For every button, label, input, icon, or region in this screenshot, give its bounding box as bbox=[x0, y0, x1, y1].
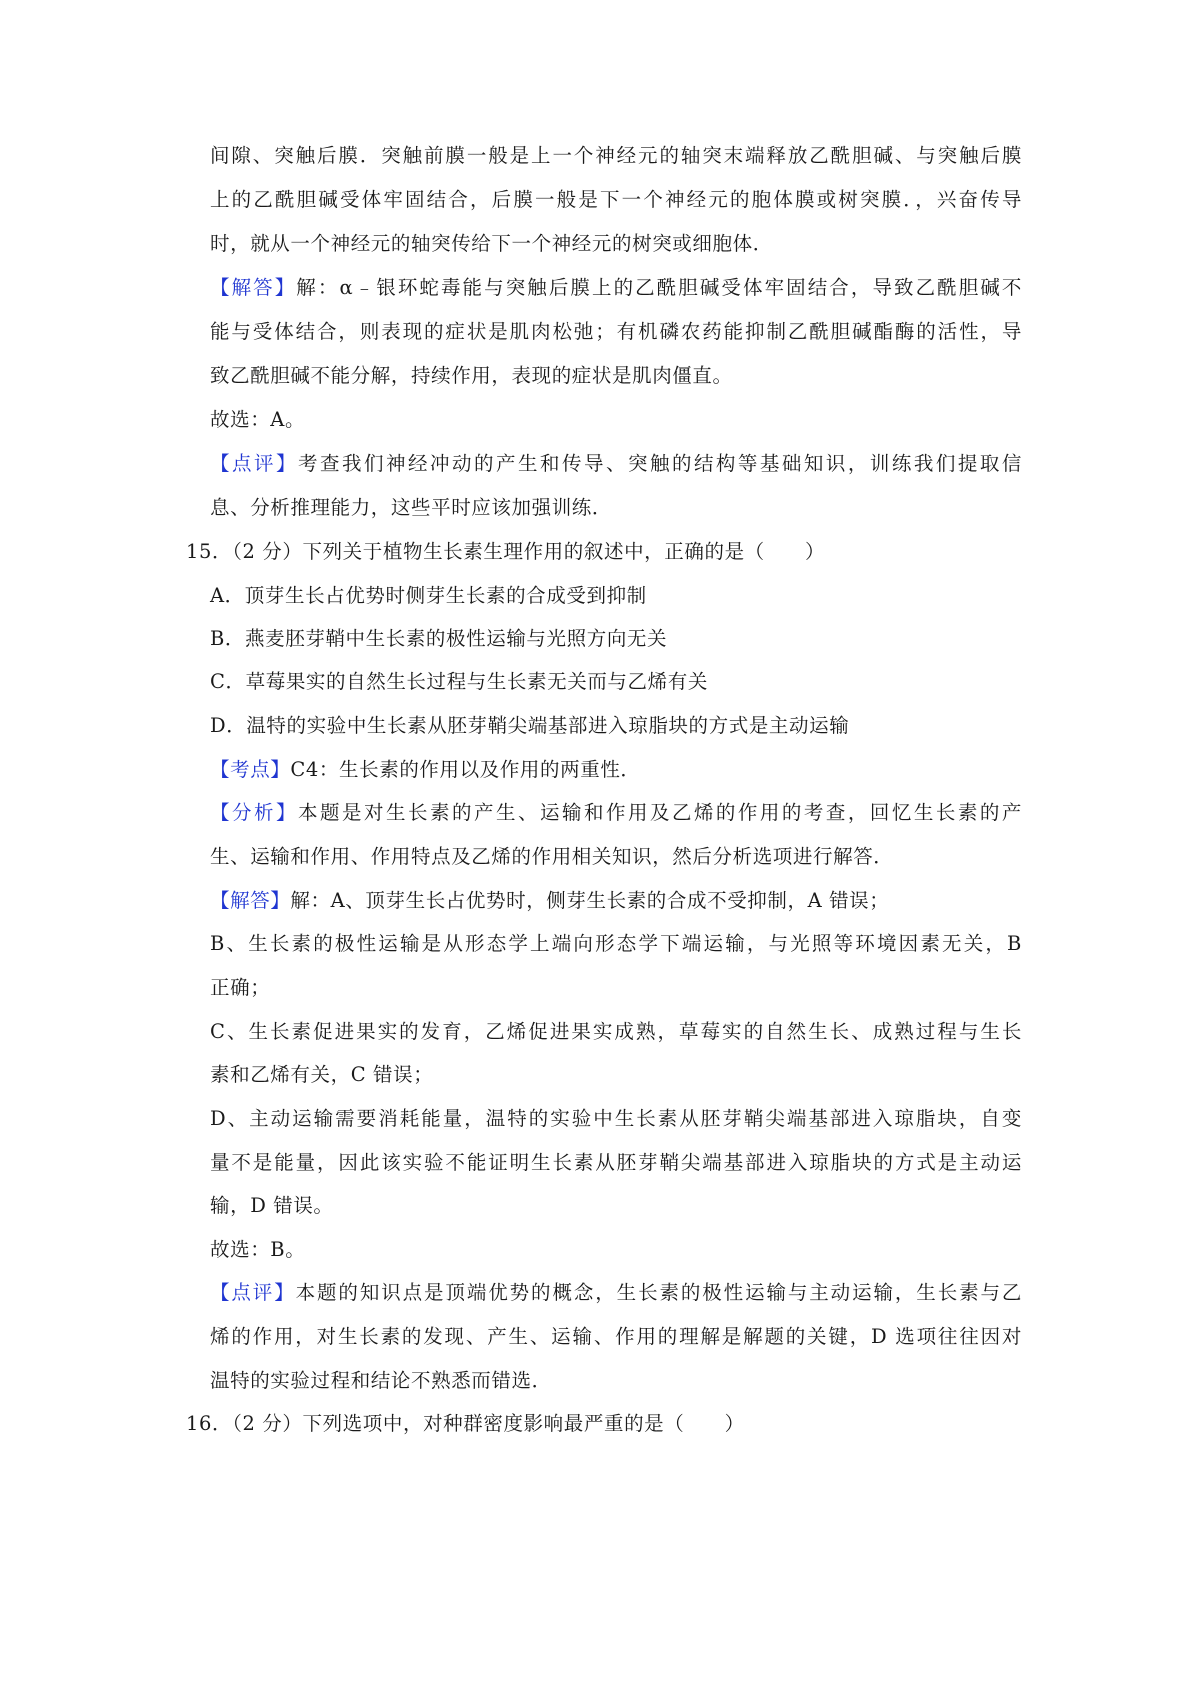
point-line bbox=[210, 756, 1022, 784]
comment-tag: 【点评】 bbox=[210, 1281, 296, 1304]
answer-line: B、生长素的极性运输是从形态学上端向形态学下端运输，与光照等环境因素无关，B bbox=[210, 932, 1022, 955]
option-d: D．温特的实验中生长素从胚芽鞘尖端基部进入琼脂块的方式是主动运输 bbox=[210, 714, 850, 737]
comment-line bbox=[210, 1279, 1022, 1307]
option-a: A．顶芽生长占优势时侧芽生长素的合成受到抑制 bbox=[210, 584, 647, 607]
answer-line bbox=[210, 274, 1022, 302]
point-tag: 【考点】 bbox=[210, 758, 291, 781]
answer-line: D、主动运输需要消耗能量，温特的实验中生长素从胚芽鞘尖端基部进入琼脂块，自变 bbox=[210, 1107, 1022, 1130]
answer-tag: 【解答】 bbox=[210, 276, 297, 299]
answer-line: 致乙酰胆碱不能分解，持续作用，表现的症状是肌肉僵直。 bbox=[210, 364, 733, 387]
answer-line: 输，D 错误。 bbox=[210, 1194, 334, 1217]
analysis-line bbox=[210, 799, 1022, 827]
analysis-text: 本题是对生长素的产生、运输和作用及乙烯的作用的考查，回忆生长素的产 bbox=[298, 801, 1022, 824]
answer-tag: 【解答】 bbox=[210, 889, 291, 912]
choice-line: 故选：B。 bbox=[210, 1238, 306, 1261]
choice-line: 故选：A。 bbox=[210, 408, 306, 431]
analysis-line: 时，就从一个神经元的轴突传给下一个神经元的树突或细胞体． bbox=[210, 232, 773, 255]
analysis-line: 生、运输和作用、作用特点及乙烯的作用相关知识，然后分析选项进行解答． bbox=[210, 845, 894, 868]
question-stem: 16．（2 分）下列选项中，对种群密度影响最严重的是（ ） bbox=[186, 1412, 745, 1435]
analysis-tag: 【分析】 bbox=[210, 801, 298, 824]
answer-line: 素和乙烯有关，C 错误； bbox=[210, 1063, 434, 1086]
analysis-line: 间隙、突触后膜．突触前膜一般是上一个神经元的轴突末端释放乙酰胆碱、与突触后膜 bbox=[210, 144, 1022, 167]
question-stem: 15．（2 分）下列关于植物生长素生理作用的叙述中，正确的是（ ） bbox=[186, 540, 826, 563]
comment-line bbox=[210, 450, 1022, 478]
point-text: C4：生长素的作用以及作用的两重性． bbox=[290, 758, 641, 781]
analysis-line: 上的乙酰胆碱受体牢固结合，后膜一般是下一个神经元的胞体膜或树突膜．，兴奋传导 bbox=[210, 188, 1022, 211]
comment-text: 本题的知识点是顶端优势的概念，生长素的极性运输与主动运输，生长素与乙 bbox=[295, 1281, 1023, 1304]
answer-line bbox=[210, 887, 1022, 915]
comment-line: 温特的实验过程和结论不熟悉而错选． bbox=[210, 1369, 552, 1392]
comment-text: 考查我们神经冲动的产生和传导、突触的结构等基础知识，训练我们提取信 bbox=[298, 452, 1022, 475]
answer-text: 解：A、顶芽生长占优势时，侧芽生长素的合成不受抑制，A 错误； bbox=[290, 889, 890, 912]
option-c: C．草莓果实的自然生长过程与生长素无关而与乙烯有关 bbox=[210, 670, 708, 693]
answer-line: 正确； bbox=[210, 976, 271, 999]
answer-line: 量不是能量，因此该实验不能证明生长素从胚芽鞘尖端基部进入琼脂块的方式是主动运 bbox=[210, 1151, 1022, 1174]
comment-line: 烯的作用，对生长素的发现、产生、运输、作用的理解是解题的关键，D 选项往往因对 bbox=[210, 1325, 1022, 1348]
answer-line: C、生长素促进果实的发育，乙烯促进果实成熟，草莓实的自然生长、成熟过程与生长 bbox=[210, 1020, 1022, 1043]
comment-tag: 【点评】 bbox=[210, 452, 298, 475]
answer-line: 能与受体结合，则表现的症状是肌肉松弛；有机磷农药能抑制乙酰胆碱酯酶的活性，导 bbox=[210, 320, 1022, 343]
option-b: B．燕麦胚芽鞘中生长素的极性运输与光照方向无关 bbox=[210, 627, 668, 650]
answer-text: 解：α﹣银环蛇毒能与突触后膜上的乙酰胆碱受体牢固结合，导致乙酰胆碱不 bbox=[296, 276, 1022, 299]
comment-line: 息、分析推理能力，这些平时应该加强训练． bbox=[210, 496, 613, 519]
